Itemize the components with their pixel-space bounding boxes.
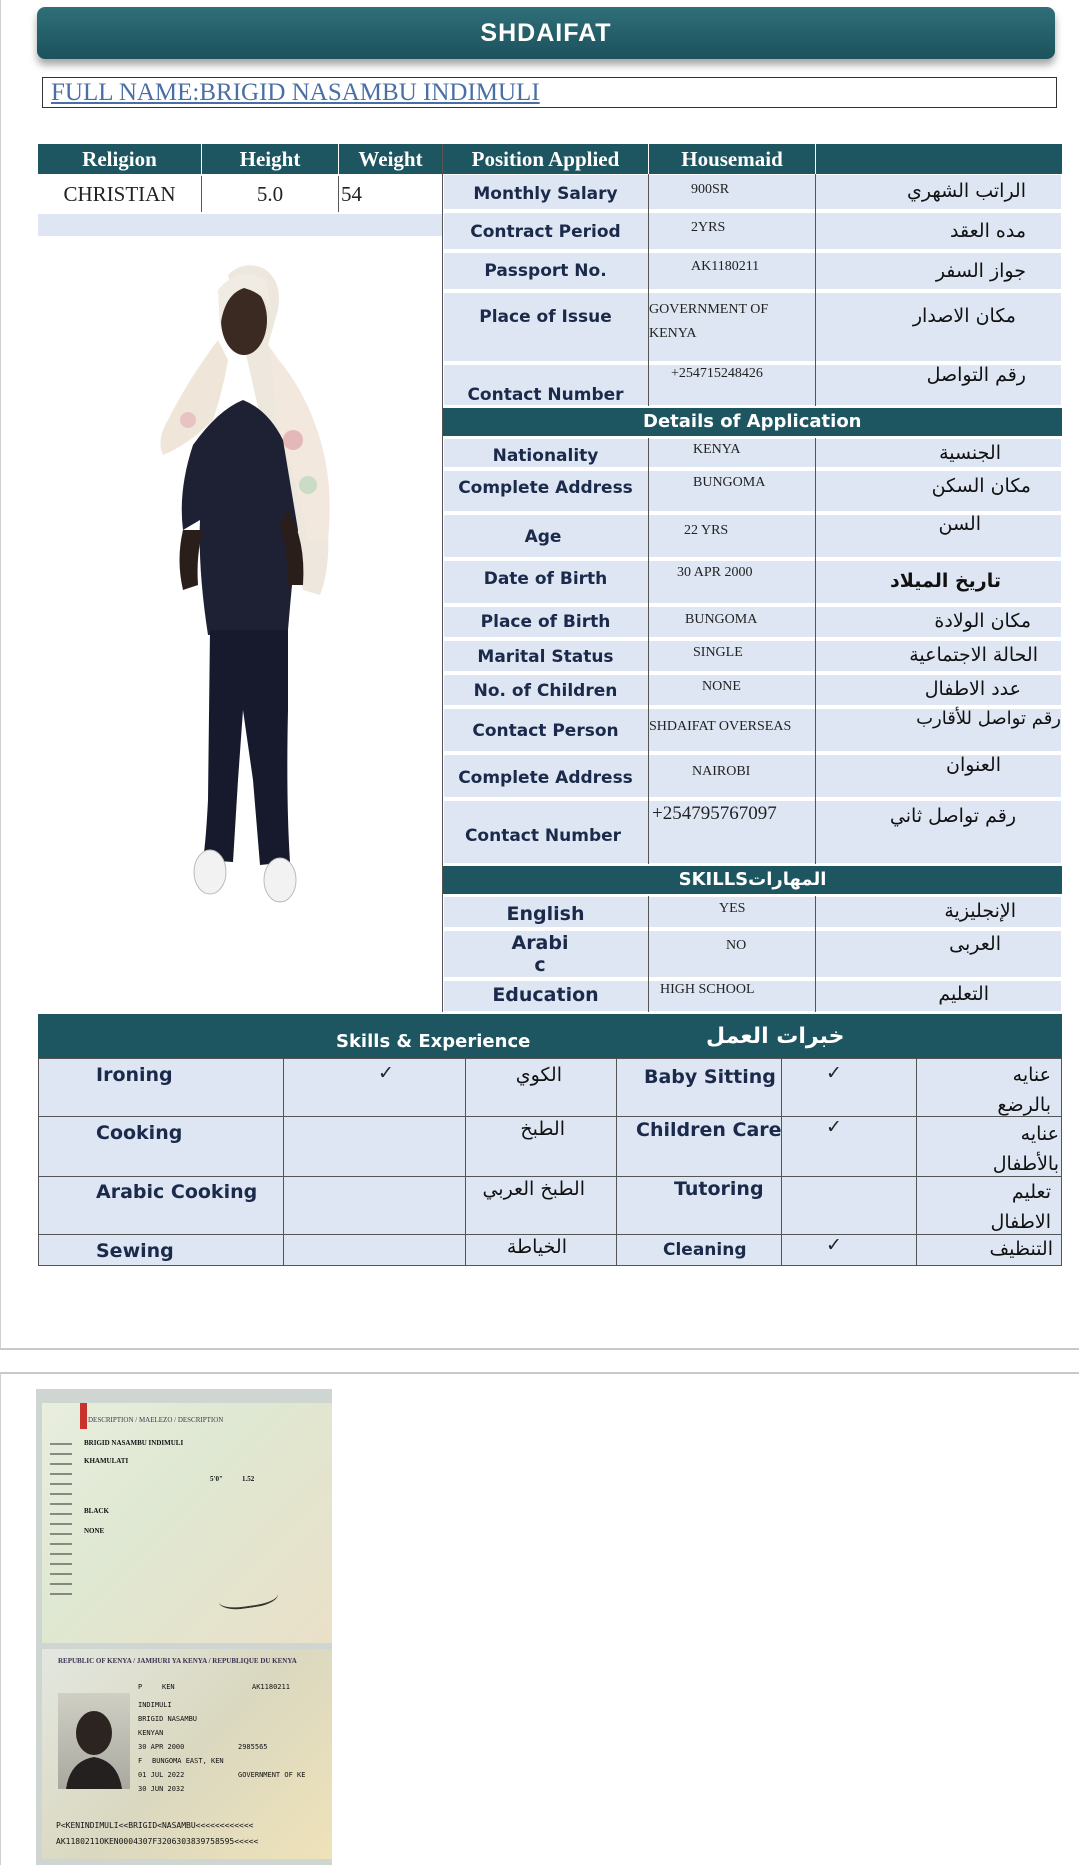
app-label: Date of Birth [483, 569, 608, 589]
height-value: 5.0 [256, 182, 284, 206]
skill-value: HIGH SCHOOL [660, 982, 755, 997]
exp-skill: Baby Sitting [644, 1066, 776, 1088]
passport-weight: 1.52 [242, 1475, 255, 1483]
check-icon: ✓ [826, 1116, 842, 1138]
divider [648, 174, 649, 406]
passport-number: AK1180211 [252, 1683, 290, 1691]
skill-value: YES [719, 901, 746, 916]
passport-eyes: BLACK [84, 1507, 109, 1515]
passport-personal-no: 2985565 [238, 1743, 268, 1751]
job-label: Contract Period [470, 222, 621, 242]
header-position-value: Housemaid [649, 144, 815, 174]
job-value: +254715248426 [671, 366, 763, 381]
skill-label: Arabic [511, 932, 569, 976]
exp-arabic: عنايه بالرضع [997, 1064, 1051, 1116]
skill-value: NO [726, 938, 747, 953]
job-arabic: جواز السفر [935, 260, 1026, 282]
exp-arabic: الخياطة [506, 1236, 567, 1258]
passport-height: 5'0" [210, 1475, 223, 1483]
app-value: BUNGOMA [685, 612, 758, 627]
app-arabic: مكان الولادة [934, 610, 1031, 632]
job-label: Monthly Salary [473, 184, 618, 204]
app-value: +254795767097 [652, 803, 777, 824]
passport-peculiarities: NONE [84, 1527, 105, 1535]
job-value: 900SR [691, 182, 730, 197]
full-name-box [42, 77, 1057, 108]
job-value: AK1180211 [691, 259, 760, 274]
header-position-applied: Position Applied [443, 144, 648, 174]
job-arabic: رقم التواصل [926, 364, 1026, 386]
passport-expiry: 30 JUN 2032 [138, 1785, 185, 1793]
exp-skill: Arabic Cooking [96, 1181, 258, 1203]
passport-nationality: KENYAN [138, 1729, 164, 1737]
app-arabic: الجنسية [939, 442, 1001, 464]
application-header: Details of Application [443, 408, 1062, 436]
app-value: NAIROBI [692, 764, 751, 779]
app-arabic: تاريخ الميلاد [890, 570, 1001, 592]
exp-skill: Children Care [636, 1119, 782, 1141]
job-arabic: الراتب الشهري [907, 180, 1026, 202]
passport-type: P [138, 1683, 143, 1691]
check-icon: ✓ [826, 1062, 842, 1084]
divider [815, 438, 816, 864]
passport-desc-header: DESCRIPTION / MAELEZO / DESCRIPTION [88, 1416, 224, 1424]
app-label: No. of Children [473, 681, 618, 701]
passport-mrz-1: P<KENINDIMULI<<BRIGID<NASAMBU<<<<<<<<<<<< [56, 1821, 254, 1830]
header-weight: Weight [339, 144, 442, 174]
exp-skill: Tutoring [674, 1178, 764, 1200]
passport-surname: INDIMULI [138, 1701, 172, 1709]
passport-holder-photo [58, 1693, 130, 1789]
skill-arabic: التعليم [938, 983, 989, 1005]
passport-given-names: BRIGID NASAMBU [138, 1715, 198, 1723]
app-value: KENYA [693, 442, 741, 457]
passport-page [0, 1372, 1079, 1865]
exp-skill: Ironing [96, 1064, 173, 1086]
divider [338, 176, 339, 212]
divider [38, 1234, 1062, 1235]
passport-data-page [42, 1649, 332, 1859]
full-name: FULL NAME:BRIGID NASAMBU INDIMULI [51, 79, 540, 106]
app-label: Complete Address [458, 768, 633, 788]
job-arabic: مكان الاصدار [912, 305, 1016, 327]
app-label: Marital Status [477, 647, 614, 667]
passport-birthplace: BUNGOMA EAST, KEN [152, 1757, 224, 1765]
passport-code: KEN [162, 1683, 175, 1691]
red-strip [80, 1403, 87, 1429]
exp-skill: Cleaning [663, 1240, 747, 1260]
job-label: Contact Number [467, 385, 624, 405]
app-arabic: مكان السكن [931, 475, 1031, 497]
header-religion: Religion [38, 144, 201, 174]
skill-label: English [506, 903, 585, 925]
exp-arabic: الكوي [515, 1064, 562, 1086]
app-value: BUNGOMA [693, 475, 766, 490]
header-height: Height [202, 144, 338, 174]
experience-title-en: Skills & Experience [336, 1031, 531, 1052]
job-value: 2YRS [691, 220, 726, 235]
divider [648, 438, 649, 864]
passport-sex: F [138, 1757, 143, 1765]
passport-name: BRIGID NASAMBU INDIMULI [84, 1439, 184, 1447]
skill-label: Education [492, 984, 599, 1006]
divider [38, 1176, 1062, 1177]
app-label: Age [524, 527, 562, 547]
passport-district: KHAMULATI [84, 1457, 129, 1465]
exp-arabic: تعليم الاطفال [990, 1181, 1051, 1233]
passport-scan [36, 1389, 332, 1865]
exp-arabic: الطبخ [520, 1118, 565, 1140]
divider [201, 176, 202, 212]
photo-top-strip [38, 214, 442, 236]
job-arabic: مده العقد [950, 220, 1026, 242]
exp-arabic: التنظيف [989, 1238, 1053, 1260]
job-label: Place of Issue [479, 307, 612, 327]
app-arabic: عدد الاطفال [924, 678, 1021, 700]
skills-header: SKILLSالمهارات [443, 866, 1062, 894]
divider [38, 1116, 1062, 1117]
app-arabic: السن [938, 513, 981, 535]
app-label: Place of Birth [480, 612, 611, 632]
app-arabic: رقم تواصل ثاني [889, 805, 1016, 827]
check-icon: ✓ [826, 1234, 842, 1256]
signature-icon [217, 1579, 280, 1612]
app-label: Complete Address [458, 478, 633, 498]
experience-header [38, 1014, 1062, 1058]
divider [442, 144, 443, 1012]
job-label: Passport No. [484, 261, 607, 281]
app-value: NONE [702, 679, 741, 694]
exp-arabic: الطبخ العربي [482, 1178, 585, 1200]
passport-dob: 30 APR 2000 [138, 1743, 185, 1751]
candidate-photo [38, 240, 442, 1012]
experience-title-ar: خبرات العمل [706, 1024, 845, 1049]
job-value: GOVERNMENT OF KENYA [649, 302, 769, 341]
fingerprint-dots [50, 1443, 72, 1603]
passport-description-page [42, 1403, 332, 1643]
app-label: Contact Person [472, 721, 619, 741]
check-icon: ✓ [378, 1062, 394, 1084]
app-arabic: العنوان [945, 754, 1001, 776]
app-arabic: رقم تواصل للأقارب [916, 708, 1061, 729]
skill-arabic: العربى [949, 933, 1001, 955]
app-value: 22 YRS [684, 523, 729, 538]
header-blank [816, 144, 1062, 174]
divider [815, 896, 816, 1012]
weight-value: 54 [341, 182, 362, 206]
app-value: SHDAIFAT OVERSEAS [649, 719, 792, 734]
religion-value: CHRISTIAN [63, 182, 176, 206]
skill-arabic: الإنجليزية [944, 900, 1016, 922]
divider [648, 896, 649, 1012]
app-label: Contact Number [464, 826, 622, 846]
divider [815, 174, 816, 406]
app-value: SINGLE [693, 645, 743, 660]
company-banner: SHDAIFAT [37, 7, 1055, 59]
passport-mrz-2: AK1180211OKEN0004307F3206303839758595<<<<< [56, 1837, 259, 1846]
passport-country-line: REPUBLIC OF KENYA / JAMHURI YA KENYA / REPUBLIQUE DU KENYA [58, 1657, 297, 1665]
passport-authority: GOVERNMENT OF KE [238, 1771, 306, 1779]
app-arabic: الحالة الاجتماعية [909, 644, 1038, 666]
exp-skill: Sewing [96, 1240, 174, 1262]
passport-issue-date: 01 JUL 2022 [138, 1771, 185, 1779]
app-value: 30 APR 2000 [677, 565, 753, 580]
exp-skill: Cooking [96, 1122, 183, 1144]
exp-arabic: عنايه بالأطفال [992, 1123, 1059, 1175]
app-label: Nationality [492, 446, 599, 466]
